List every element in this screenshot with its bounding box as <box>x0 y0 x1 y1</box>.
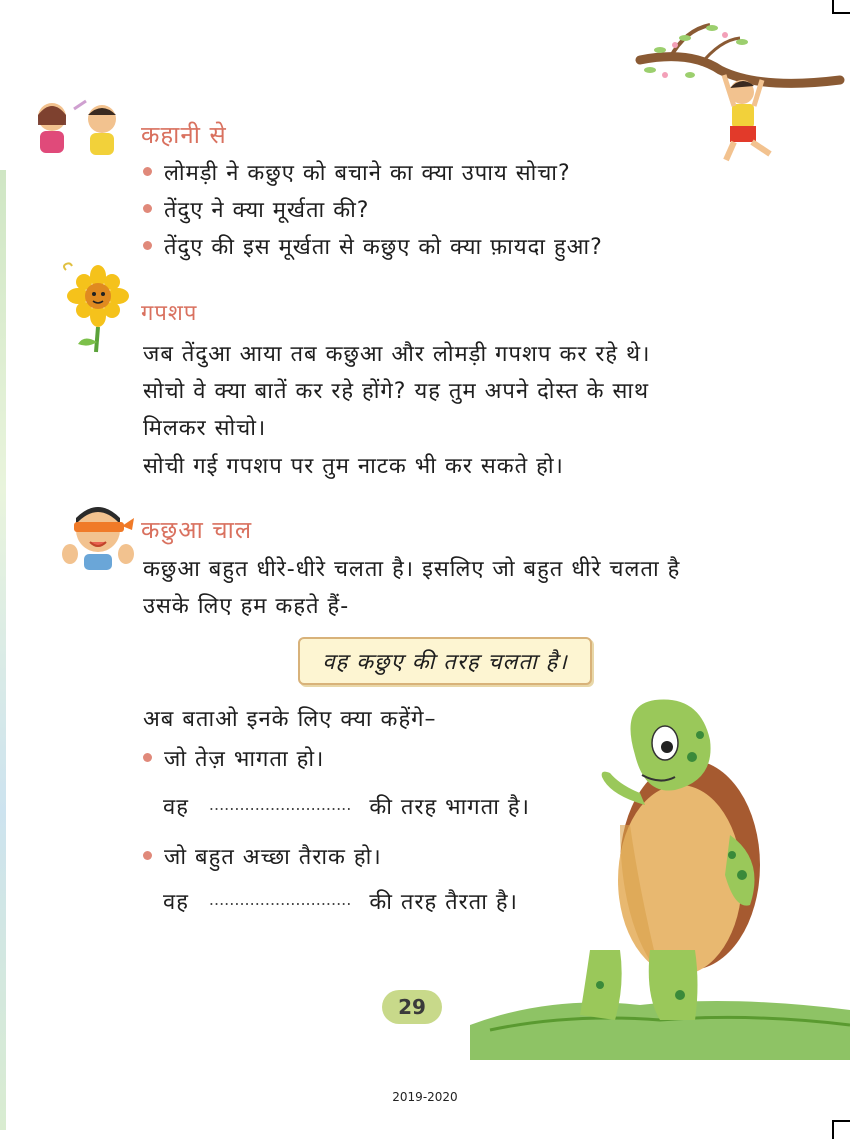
exercise-item-text: जो बहुत अच्छा तैराक हो। <box>164 845 382 870</box>
section-heading-kachhua-chaal: कछुआ चाल <box>141 516 253 544</box>
fill-in-prefix: वह <box>163 890 189 915</box>
exercise-item-text: जो तेज़ भागता हो। <box>164 747 325 772</box>
question-item <box>143 228 603 268</box>
bullet-icon <box>143 204 152 213</box>
page-number: 29 <box>398 995 426 1019</box>
fill-in-suffix: की तरह भागता है। <box>369 795 530 820</box>
crop-mark <box>832 12 850 14</box>
fill-in-prefix: वह <box>163 795 189 820</box>
fill-in-blank[interactable]: ............................ <box>208 890 352 909</box>
crop-mark <box>832 1120 850 1122</box>
exercise-prompt: अब बताओ इनके लिए क्या कहेंगे– <box>143 707 437 732</box>
fill-in-line <box>163 880 518 923</box>
page-number-badge <box>382 990 442 1024</box>
turtle-illustration <box>470 695 850 1060</box>
question-text: तेंदुए की इस मूर्खता से कछुए को क्या फ़ायदा हुआ? <box>164 235 603 260</box>
sunflower-icon <box>58 262 136 354</box>
section-heading-gapshap: गपशप <box>141 301 198 326</box>
section-heading-kahani: कहानी से <box>141 121 227 149</box>
crop-mark <box>832 1120 834 1139</box>
example-callout-box <box>298 637 592 685</box>
paragraph-line: जब तेंदुआ आया तब कछुआ और लोमड़ी गपशप कर रहे थे। <box>143 342 651 367</box>
question-item <box>143 154 571 194</box>
question-item <box>143 191 369 231</box>
fill-in-suffix: की तरह तैरता है। <box>369 890 518 915</box>
paragraph-line: सोचो वे क्या बातें कर रहे होंगे? यह तुम अपने दोस्त के साथ <box>143 379 650 404</box>
kids-talking-icon <box>30 95 130 157</box>
boy-on-branch-illustration <box>630 20 850 170</box>
page-edge-strip <box>0 170 6 1130</box>
paragraph-line: उसके लिए हम कहते हैं- <box>143 594 350 619</box>
paragraph-line: सोची गई गपशप पर तुम नाटक भी कर सकते हो। <box>143 454 564 479</box>
paragraph-line: कछुआ बहुत धीरे-धीरे चलता है। इसलिए जो बहुत धीरे चलता है <box>143 557 681 582</box>
exercise-item <box>143 838 382 878</box>
bullet-icon <box>143 167 152 176</box>
example-callout-text: वह कछुए की तरह चलता है। <box>322 650 568 675</box>
blindfolded-kid-icon <box>58 496 138 572</box>
question-text: लोमड़ी ने कछुए को बचाने का क्या उपाय सोचा? <box>164 161 571 186</box>
bullet-icon <box>143 851 152 860</box>
bullet-icon <box>143 241 152 250</box>
fill-in-blank[interactable]: ............................ <box>208 795 352 814</box>
question-text: तेंदुए ने क्या मूर्खता की? <box>164 198 370 223</box>
exercise-item <box>143 740 324 780</box>
paragraph-line: मिलकर सोचो। <box>143 416 267 441</box>
edition-year: 2019-2020 <box>392 1090 458 1104</box>
bullet-icon <box>143 753 152 762</box>
